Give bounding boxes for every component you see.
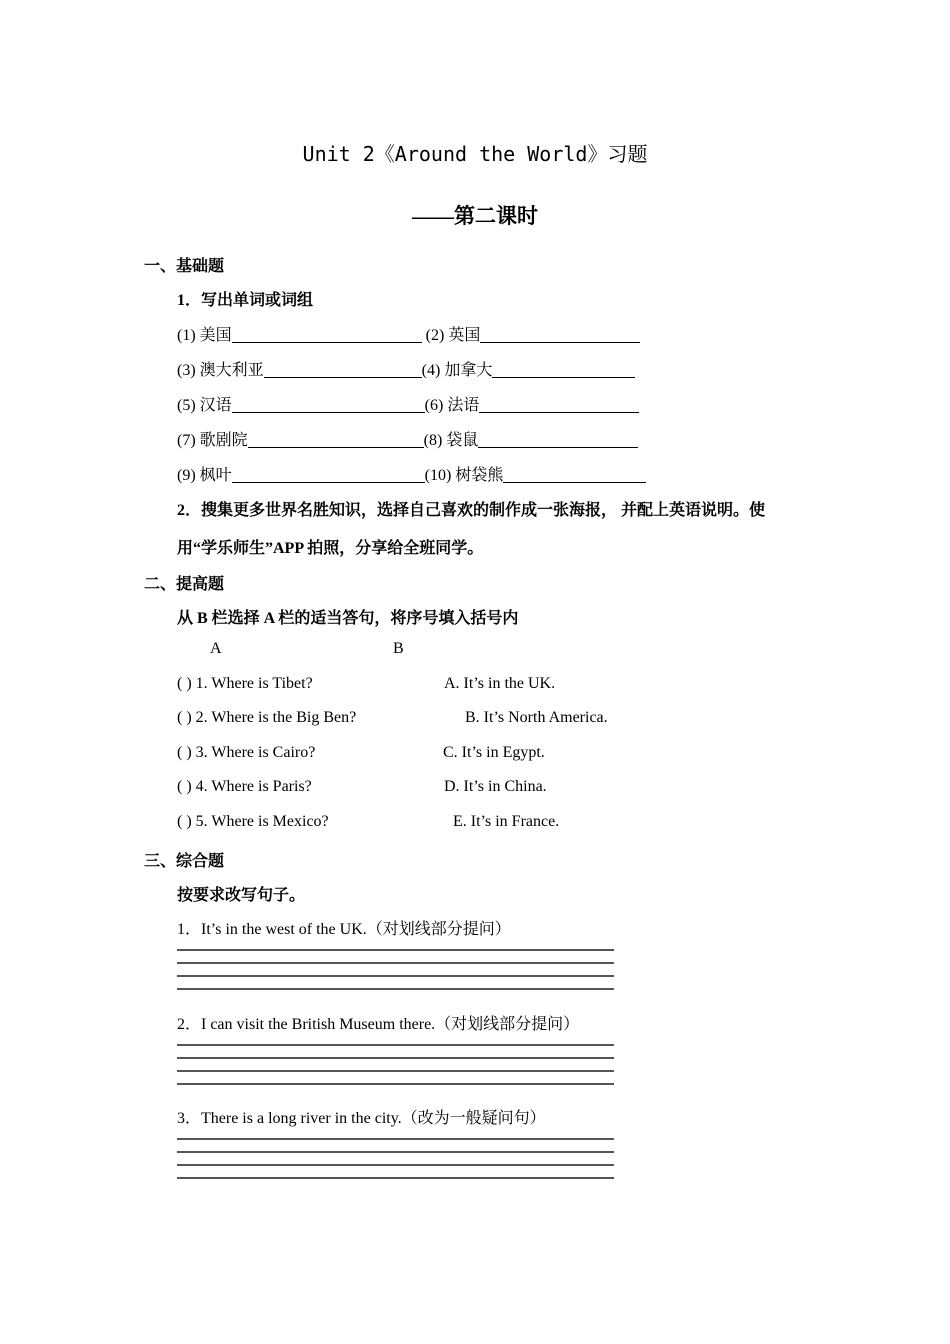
answer-blank[interactable] xyxy=(478,432,638,448)
vocab-row xyxy=(177,322,640,345)
rewrite-item: 2．I can visit the British Museum there.（对划线部分提问） xyxy=(177,1016,580,1033)
writing-line[interactable] xyxy=(177,1151,614,1153)
vocab-left-label: (9) 枫叶 xyxy=(177,467,232,484)
writing-line[interactable] xyxy=(177,1083,614,1085)
match-answer: A. It’s in the UK. xyxy=(444,675,556,692)
answer-blank[interactable] xyxy=(479,397,639,413)
answer-blank[interactable] xyxy=(503,467,646,483)
page-title: Unit 2《Around the World》习题 xyxy=(302,142,648,166)
vocab-right-label: (10) 树袋熊 xyxy=(424,467,504,484)
writing-line[interactable] xyxy=(177,988,614,990)
vocab-left-label: (5) 汉语 xyxy=(177,397,232,414)
vocab-left-label: (7) 歌剧院 xyxy=(177,432,248,449)
answer-blank[interactable] xyxy=(232,397,425,413)
match-answer: E. It’s in France. xyxy=(453,813,560,830)
q1-heading: 1．写出单词或词组 xyxy=(177,292,314,309)
rewrite-item: 1．It’s in the west of the UK.（对划线部分提问） xyxy=(177,921,511,938)
answer-blank[interactable] xyxy=(492,362,635,378)
column-a-label: A xyxy=(210,640,222,657)
match-question: ( ) 2. Where is the Big Ben? xyxy=(177,709,357,726)
match-question: ( ) 4. Where is Paris? xyxy=(177,778,312,795)
writing-line[interactable] xyxy=(177,1164,614,1166)
match-question: ( ) 3. Where is Cairo? xyxy=(177,744,316,761)
writing-line[interactable] xyxy=(177,1057,614,1059)
vocab-left-label: (1) 美国 xyxy=(177,327,232,344)
vocab-row xyxy=(177,392,639,415)
vocab-row xyxy=(177,357,635,380)
match-question: ( ) 5. Where is Mexico? xyxy=(177,813,329,830)
answer-blank[interactable] xyxy=(248,432,424,448)
rewrite-item: 3．There is a long river in the city.（改为一般疑问句） xyxy=(177,1110,546,1127)
section1-heading: 一、基础题 xyxy=(144,258,225,275)
match-answer: B. It’s North America. xyxy=(465,709,608,726)
writing-line[interactable] xyxy=(177,975,614,977)
writing-line[interactable] xyxy=(177,1044,614,1046)
writing-line[interactable] xyxy=(177,962,614,964)
column-b-label: B xyxy=(393,640,404,657)
q2-line2: 用“学乐师生”APP 拍照，分享给全班同学。 xyxy=(177,540,484,557)
vocab-left-label: (3) 澳大利亚 xyxy=(177,362,264,379)
section3-instruction: 按要求改写句子。 xyxy=(177,887,306,904)
q2-line1: 2．搜集更多世界名胜知识，选择自己喜欢的制作成一张海报， 并配上英语说明。使 xyxy=(177,502,766,519)
vocab-row xyxy=(177,427,638,450)
writing-line[interactable] xyxy=(177,1177,614,1179)
answer-blank[interactable] xyxy=(232,467,425,483)
match-question: ( ) 1. Where is Tibet? xyxy=(177,675,313,692)
vocab-right-label: (8) 袋鼠 xyxy=(423,432,479,449)
section2-heading: 二、提高题 xyxy=(144,576,225,593)
vocab-row xyxy=(177,462,646,485)
section3-heading: 三、综合题 xyxy=(144,853,225,870)
match-answer: D. It’s in China. xyxy=(444,778,547,795)
answer-blank[interactable] xyxy=(264,362,422,378)
vocab-right-label: (2) 英国 xyxy=(425,327,481,344)
answer-blank[interactable] xyxy=(232,327,422,343)
writing-line[interactable] xyxy=(177,1138,614,1140)
section2-instruction: 从 B 栏选择 A 栏的适当答句，将序号填入括号内 xyxy=(177,610,519,627)
match-answer: C. It’s in Egypt. xyxy=(443,744,545,761)
vocab-right-label: (6) 法语 xyxy=(424,397,480,414)
writing-line[interactable] xyxy=(177,1070,614,1072)
vocab-right-label: (4) 加拿大 xyxy=(421,362,493,379)
writing-line[interactable] xyxy=(177,949,614,951)
page-subtitle: ——第二课时 xyxy=(412,204,538,228)
answer-blank[interactable] xyxy=(480,327,640,343)
